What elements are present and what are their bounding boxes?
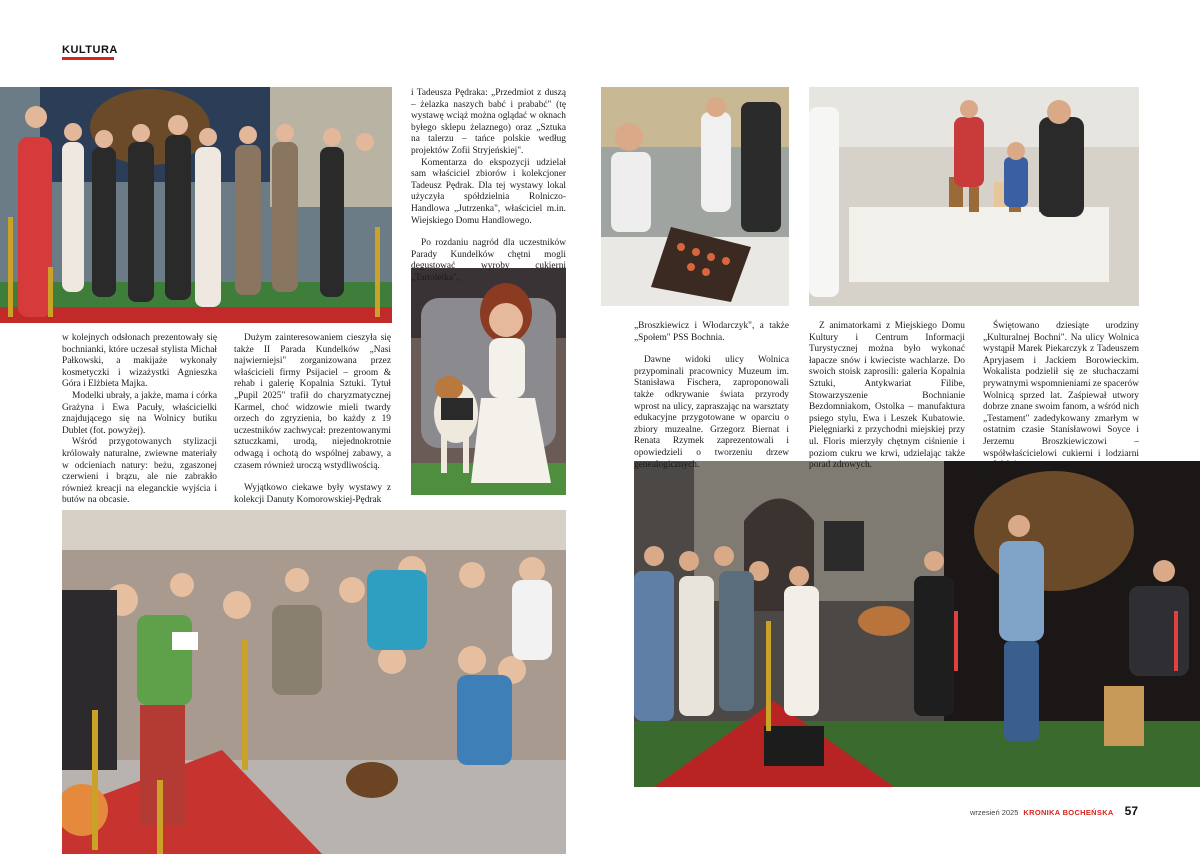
text-column-2 <box>234 333 391 506</box>
photo-fashion-show <box>0 87 392 323</box>
section-underline <box>62 57 114 60</box>
issue-date: wrzesień 2025 <box>970 808 1019 817</box>
page-footer <box>970 804 1138 818</box>
paragraph: i Tadeusza Pędraka: „Przedmiot z duszą – żelazka naszych babć i prababć" (tę wystawę wciąż można oglądać w oknach byłego sklepu żelaznego) oraz „Sztuka na talerzu – tańce polskie według projektów Zofii Stryjeńskiej". <box>411 88 566 156</box>
section-label: KULTURA <box>62 44 118 56</box>
magazine-title: KRONIKA BOCHEŃSKA <box>1023 808 1114 817</box>
paragraph: Świętowano dziesiąte urodziny „Kulturalnej Bochni". Na ulicy Wolnica wystąpił Marek Piekarczyk z Tadeuszem Apryjasem i Jackiem Borowieckim. Wokalista podzielił się ze słuchaczami prywatnymi wspomnieniami ze spacerów Wolnicą sprzed lat. Zaśpiewał utwory dobrze znane swoim fanom, a wśród nich „Testament" zadedykowany zmarłym w ostatnim czasie Stanisławowi Soyce i Jerzemu Broszkiewiczowi – współwłaścicielowi cukierni i lodziarni na Wolnicy. <box>983 321 1139 471</box>
paragraph: w kolejnych odsłonach prezentowały się bochnianki, które uczesał stylista Michał Pałkowski, a makijaże wykonały kosmetyczki i wizażystki Agnieszka Góra i Elżbieta Majka. <box>62 333 217 390</box>
text-column-5 <box>809 321 965 472</box>
paragraph: Wśród przygotowanych stylizacji królowały naturalne, zwiewne materiały w odcieniach natury: beżu, zgaszonej czerwieni i brązu, ale nie zabrakło również kreacji na eleganckie wyjścia i butów na obcasie. <box>62 437 217 506</box>
text-column-4 <box>634 321 789 471</box>
paragraph: Modelki ubrały, a jakże, mama i córka Grażyna i Ewa Pacuły, właścicielki znajdującego się na Wolnicy butiku Dublet (fot. powyżej). <box>62 390 217 436</box>
photo-dog-parade-children <box>62 510 566 854</box>
paragraph: Dużym zainteresowaniem cieszyła się także II Parada Kundelków „Nasi najwierniejsi" zorganizowana przez właścicieli firmy Psijaciel – groom & rehab i galerię Kopalnia Sztuki. Tytuł „Pupil 2025" trafił do charyzmatycznej Karmel, choć widzowie mieli twardy orzech do zgryzienia, bo każdy z 19 uczestników zachwycał: prezentowanymi sztuczkami, urodą, niejednokrotnie odwagą i ochotą do wspólnej zabawy, a czasem również uroczą wstydliwością. <box>234 333 391 471</box>
photo-boy-with-pastries <box>601 87 789 306</box>
paragraph: Po rozdaniu nagród dla uczestników Parady Kundelków chętni mogli degustować wyroby cukierni „Tartoletka", <box>411 238 566 283</box>
photo-woman-with-dog <box>411 268 566 495</box>
paragraph: Komentarza do ekspozycji udzielał sam właściciel zbiorów i kolekcjoner Tadeusz Pędrak. Dla tej wystawy lokal użyczyła spółdzielnia Rolniczo-Handlowa „Jutrzenka", właściciel m.in. Wiejskiego Domu Handlowego. <box>411 157 566 226</box>
text-column-3 <box>411 88 566 285</box>
text-column-6 <box>983 321 1139 472</box>
text-column-1 <box>62 333 217 507</box>
photo-antique-stall <box>809 87 1139 306</box>
paragraph: „Broszkiewicz i Włodarczyk", a także „Społem" PSS Bochnia. <box>634 321 789 343</box>
photo-concert-stage <box>634 461 1200 787</box>
paragraph: Z animatorkami z Miejskiego Domu Kultury i Centrum Informacji Turystycznej można było wykonać łapacze snów i kwieciste wachlarze. Do swoich stoisk zaprosili: galeria Kopalnia Sztuki, Antykwariat Filibe, Stowarzyszenie Bochnianie Bezdomniakom, Ostolka – manufaktura psiego stylu, Ewa i Leszek Kubatowie. Pielęgniarki z przychodni miejskiej przy ul. Floris mierzyły chętnym ciśnienie i poziom cukru we krwi, udzielając także porad zdrowych. <box>809 321 965 471</box>
paragraph: Dawne widoki ulicy Wolnica przypominali pracownicy Muzeum im. Stanisława Fischera, zaproponowali także odkrywanie świata przyrody wprost na ulicy, zapraszając na warsztaty edukacyjne przygotowane w oparciu o zbiory muzealne. Grzegorz Biernat i Renata Rzymek zaprezentowali i opowiedzieli o tworzeniu drzew genealogicznych. <box>634 355 789 470</box>
paragraph: Wyjątkowo ciekawe były wystawy z kolekcji Danuty Komorowskiej-Pędrak <box>234 483 391 505</box>
page-number: 57 <box>1124 804 1138 818</box>
